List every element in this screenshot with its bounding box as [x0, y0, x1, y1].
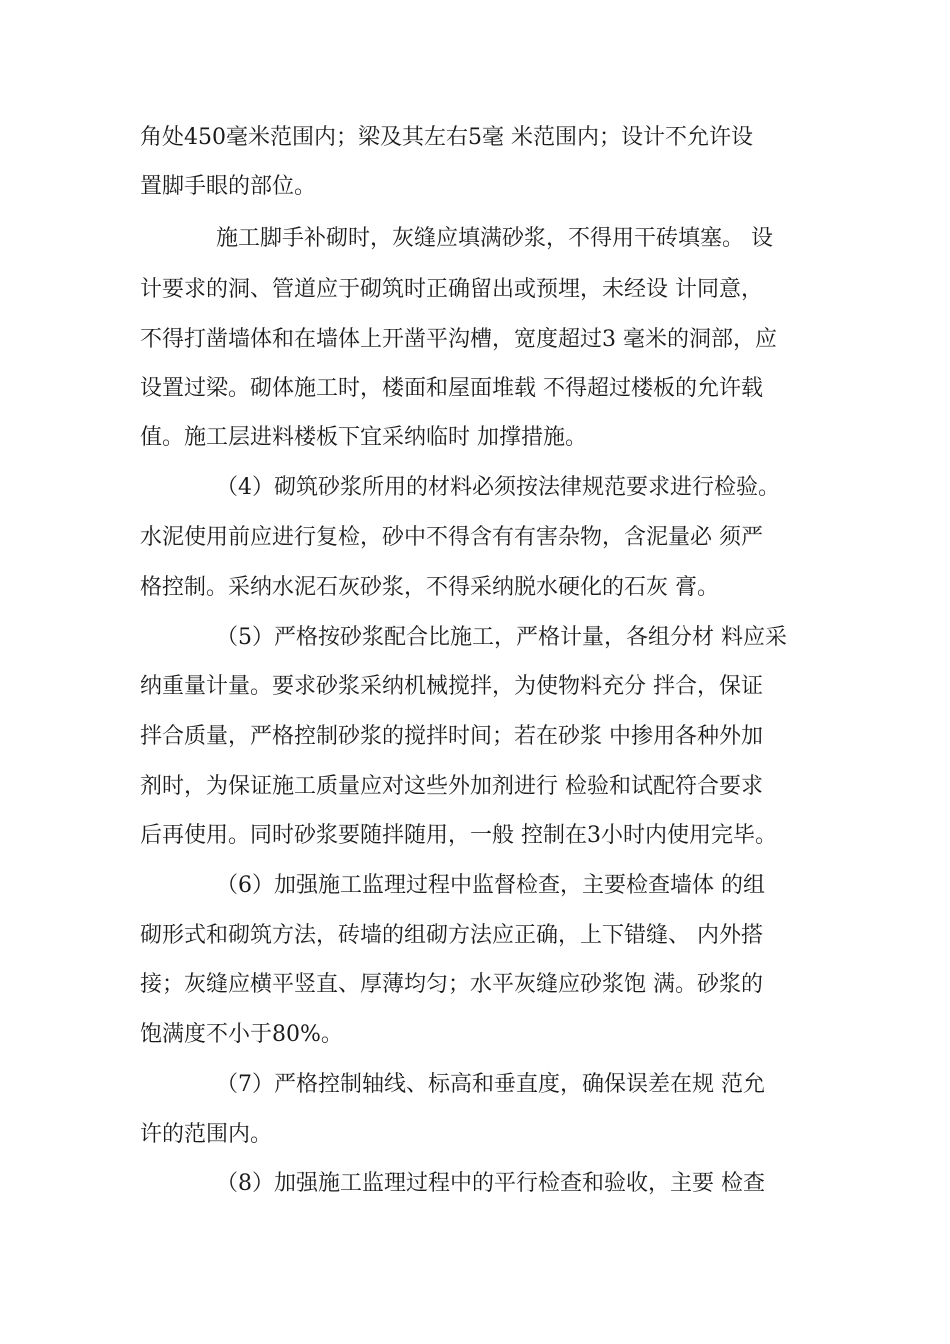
paragraph-first-line: （6）加强施工监理过程中监督检查，主要检查墙体 的组	[216, 873, 765, 898]
text-line: 拌合质量，严格控制砂浆的搅拌时间；若在砂浆 中掺用各种外加	[140, 724, 763, 749]
text-line: 许的范围内。	[140, 1122, 273, 1147]
text-line: 饱满度不小于80%。	[140, 1022, 343, 1047]
paragraph-first-line: （7）严格控制轴线、标高和垂直度，确保误差在规 范允	[216, 1072, 765, 1097]
text-line: 置脚手眼的部位。	[140, 174, 317, 199]
text-line: 格控制。采纳水泥石灰砂浆，不得采纳脱水硬化的石灰 膏。	[140, 575, 719, 600]
text-line: 值。施工层进料楼板下宜采纳临时 加撑措施。	[140, 425, 587, 450]
text-line: 水泥使用前应进行复检，砂中不得含有有害杂物，含泥量必 须严	[140, 525, 763, 550]
text-line: 角处450毫米范围内；梁及其左右5毫 米范围内；设计不允许设	[140, 125, 753, 150]
text-line: 纳重量计量。要求砂浆采纳机械搅拌，为使物料充分 拌合，保证	[140, 674, 763, 699]
paragraph-first-line: （8）加强施工监理过程中的平行检查和验收，主要 检查	[216, 1171, 765, 1196]
text-line: 后再使用。同时砂浆要随拌随用，一般 控制在3小时内使用完毕。	[140, 823, 777, 848]
text-line: 不得打凿墙体和在墙体上开凿平沟槽，宽度超过3 毫米的洞部，应	[140, 327, 777, 352]
paragraph-first-line: （4）砌筑砂浆所用的材料必须按法律规范要求进行检验。	[216, 475, 780, 500]
paragraph-first-line: （5）严格按砂浆配合比施工，严格计量，各组分材 料应采	[216, 625, 787, 650]
text-line: 砌形式和砌筑方法，砖墙的组砌方法应正确，上下错缝、 内外搭	[140, 923, 763, 948]
text-line: 计要求的洞、管道应于砌筑时正确留出或预埋，未经设 计同意，	[140, 277, 763, 302]
paragraph-first-line: 施工脚手补砌时，灰缝应填满砂浆，不得用干砖填塞。 设	[216, 226, 773, 251]
text-line: 接；灰缝应横平竖直、厚薄均匀；水平灰缝应砂浆饱 满。砂浆的	[140, 972, 763, 997]
text-line: 设置过梁。砌体施工时，楼面和屋面堆载 不得超过楼板的允许载	[140, 376, 763, 401]
text-line: 剂时，为保证施工质量应对这些外加剂进行 检验和试配符合要求	[140, 774, 763, 799]
